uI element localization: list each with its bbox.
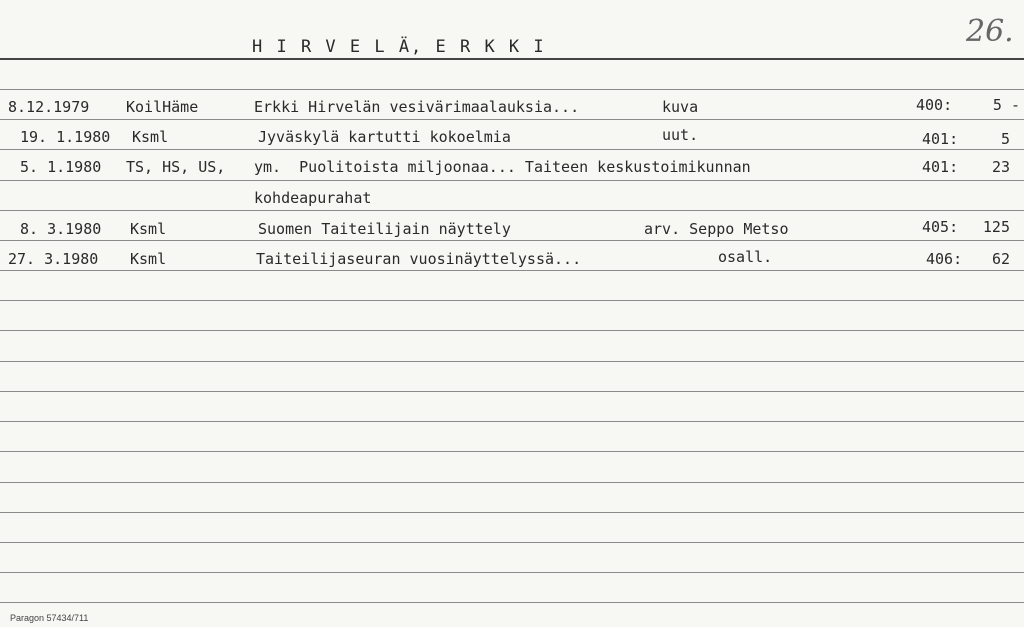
entry-date: 8.12.1979 xyxy=(8,98,90,116)
entry-item: 62 xyxy=(991,250,1010,268)
entry-date: 27. 3.1980 xyxy=(8,250,99,268)
entry-type: osall. xyxy=(718,248,773,266)
entry-source: Ksml xyxy=(130,220,167,238)
entry-source: Ksml xyxy=(130,250,167,268)
card-title: H I R V E L Ä, E R K K I xyxy=(252,37,546,57)
entry-type: kuva xyxy=(662,98,699,116)
entry-page: 401: xyxy=(922,130,959,148)
ruled-line xyxy=(0,119,1024,120)
ruled-line xyxy=(0,300,1024,301)
ruled-line xyxy=(0,391,1024,392)
header-rule xyxy=(0,58,1024,60)
entry-page: 400: xyxy=(916,96,953,114)
entry-item: 125 xyxy=(982,218,1010,236)
card-footer: Paragon 57434/711 xyxy=(10,613,89,623)
entry-page: 406: xyxy=(926,250,963,268)
ruled-line xyxy=(0,482,1024,483)
ruled-line xyxy=(0,361,1024,362)
entry-item: 5 xyxy=(1000,130,1010,148)
ruled-line xyxy=(0,451,1024,452)
entry-text: Jyväskylä kartutti kokoelmia xyxy=(258,128,511,146)
entry-text-continuation: kohdeapurahat xyxy=(254,189,372,207)
entry-source: KoilHäme xyxy=(126,98,199,116)
entry-page: 405: xyxy=(922,218,959,236)
entry-source: TS, HS, US, xyxy=(126,158,226,176)
entry-text: Taiteilijaseuran vuosinäyttelyssä... xyxy=(256,250,582,268)
entry-type: arv. Seppo Metso xyxy=(644,220,789,238)
ruled-line xyxy=(0,210,1024,211)
ruled-line xyxy=(0,240,1024,241)
ruled-line xyxy=(0,421,1024,422)
ruled-line xyxy=(0,180,1024,181)
ruled-line xyxy=(0,602,1024,603)
entry-text: Suomen Taiteilijain näyttely xyxy=(258,220,511,238)
entry-date: 8. 3.1980 xyxy=(20,220,102,238)
ruled-line xyxy=(0,89,1024,90)
ruled-line xyxy=(0,572,1024,573)
card-number: 26. xyxy=(966,14,1014,49)
ruled-line xyxy=(0,149,1024,150)
entry-item: 5 - xyxy=(992,96,1020,114)
entry-date: 5. 1.1980 xyxy=(20,158,102,176)
ruled-line xyxy=(0,512,1024,513)
entry-text: Erkki Hirvelän vesivärimaalauksia... xyxy=(254,98,580,116)
ruled-line xyxy=(0,542,1024,543)
entry-source: Ksml xyxy=(132,128,169,146)
ruled-line xyxy=(0,330,1024,331)
entry-page: 401: xyxy=(922,158,959,176)
entry-item: 23 xyxy=(991,158,1010,176)
entry-date: 19. 1.1980 xyxy=(20,128,111,146)
entry-type: uut. xyxy=(662,126,699,144)
ruled-line xyxy=(0,270,1024,271)
entry-text: ym. Puolitoista miljoonaa... Taiteen keskustoimikunnan xyxy=(254,158,751,176)
